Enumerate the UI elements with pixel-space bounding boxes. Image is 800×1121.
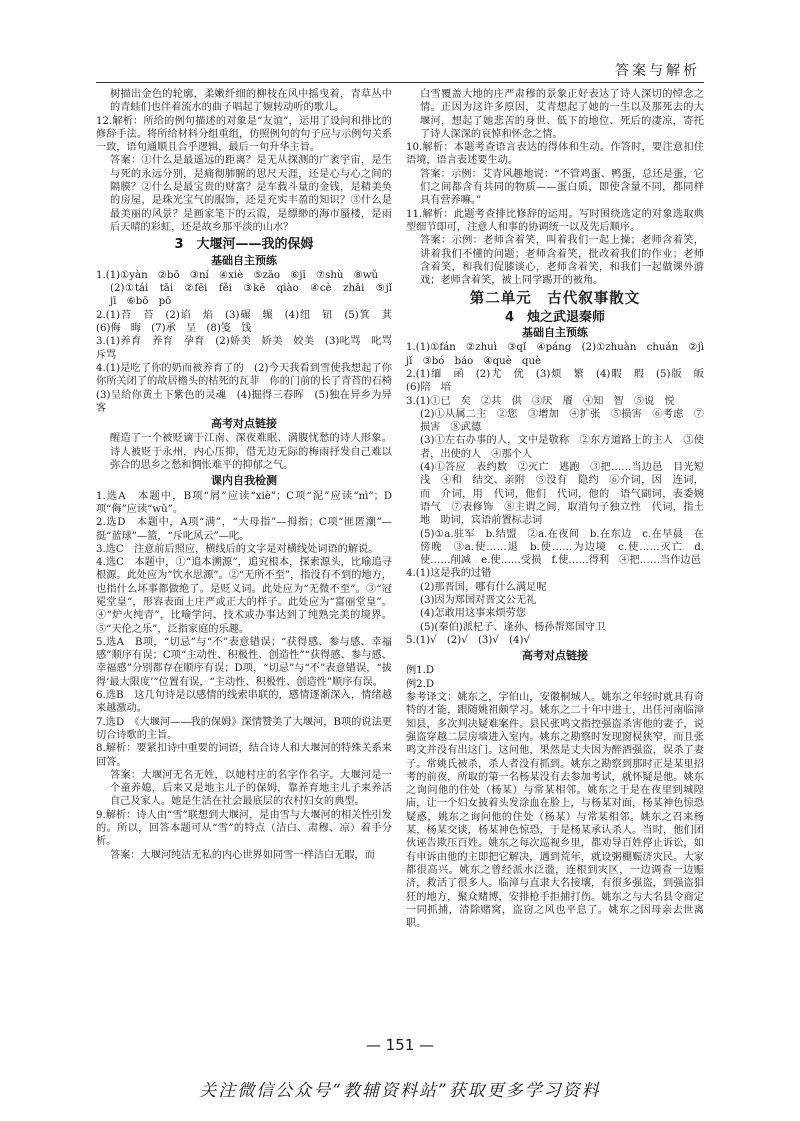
paragraph: 2.(1)苔 苔 (2)谄 焰 (3)碾 辗 (4)纽 钮 (5)箕 萁 (6)侮 晦 (7)承 呈 (8)笺 饯 xyxy=(96,309,403,335)
paragraph: 例1.D xyxy=(406,665,435,677)
paragraph: 参考译文：姚东之，字伯山，安徽桐城人。姚东之年轻时就具有奇特的才能，跟随姚祖颇学习。姚东之二十年中进士，出任河南临漳知县，多次判决疑难案件。县民张鸣文指控强盗杀害他的妻子，说强盗穿越二层房墙进入室内。姚东之勘察时发现窗棂狭窄，而且张鸣文并没有出这门。这问他，果然是丈夫因为醉酒强盗，误杀了妻子。常姚氏被杀，杀人者没有抓到。姚东之勘察到那时正是某里招考的前夜，所取的第一名杨某没有去参加考试，就怀疑是他。姚东之询问他的住处（杨某）与常某相邻。姚东之于是在夜里到城隍庙，让一个妇女披着头发涂血在脸上，与杨某对面，杨某神色惊恐疑惑，姚东之询问他的住处（杨某）与常某相邻。姚东之召来杨某，杨某交谈，杨某神色惊恐，于是杨某承认杀人。当时，他们团伙诬告欺压百姓。姚东之每次巡视乡里，都劝导百姓停止诉讼，如有申诉由他的主即把它解决，遇到荒年，就设粥棚赈济灾民。大家都很高兴。姚东之曾经派水泛滥，连根到灾区，一边调查一边赈济，救活了很多人。临漳与直隶大名接壤，有很多强盗，到强盗猖狂的地方，聚众赌博，安排枪手拒捕打伤。姚东之与大名县令商定一同抓捕，清除赌窝，盗窃之风也平息了。姚东之因母亲去世离职。 xyxy=(406,692,704,930)
paragraph: 答案：①什么是最遥远的距离？是无从探测的广袤宇宙，是生与死的永远分别，是痛彻肺腑的思尺天涯，还是心与心之间的隔膜？②什么是最宝贵的财富？是车载斗量的金钱，是精美奂的房屋，是珠光宝气的服饰，还是充实丰盈的知识？③什么是最美丽的风景？是画家笔下的云霞，是缥缈的海市蜃楼，是雨后天晴的彩虹，还是故乡那平淡的山水？ xyxy=(110,155,392,233)
paragraph: 9.解析：诗人由“雪”联想到大堰河，是由雪与大堰河的相关性引发的。所以，回答本题可从“雪”的特点（洁白、肃穆、凉）着手分析。 xyxy=(96,809,392,848)
subsection-title: 课内自我检测 xyxy=(211,474,277,488)
paragraph: 5.选A B项，“切忌”与“不”表意错误；“获得感、参与感、幸福感”顺序有误；C项“主动性、积极性、创造性”“获得感、参与感、幸福感”分别都存在顺序有误；D项，“切忌”与“不”表意错误，“拔得‘最大限度’”位置有误，“主动性、积极性、创造性”顺序有误。 xyxy=(96,636,392,688)
paragraph: 1.(1)①yàn ②bō ③ní ④xiè ⑤zāo ⑥jī ⑦shù ⑧wǔ xyxy=(96,269,379,281)
right-column xyxy=(406,88,715,930)
paragraph: (5)(秦伯)派杞子、逢孙、杨孙帮郑国守卫 xyxy=(420,621,606,633)
header-title: 答案与解析 xyxy=(615,63,700,79)
page-number-value: 151 xyxy=(385,1036,415,1054)
paragraph: (2)①从属二主 ②您 ③增加 ④扩张 ⑤损害 ⑥考虑 ⑦损害 ⑧武德 xyxy=(420,408,704,434)
paragraph: 答案：大堰河纯洁无私的内心世界如同雪一样洁白无暇，而 xyxy=(110,849,375,861)
paragraph: (4)怎敢用这事来烦劳您 xyxy=(420,608,527,620)
paragraph: 12.解析：所给的例句描述的对象是“友谊”，运用了设问和排比的修辞手法。将所给材料分组重组，仿照例句的句子应与示例句关系一致，语句通顺且合乎逻辑，最后一句升华主旨。 xyxy=(96,115,392,154)
paragraph: 6.选B 这几句诗是以感情的线索串联的，感情逐渐深入，情绪越来越激动。 xyxy=(96,690,392,715)
left-column xyxy=(96,88,403,862)
paragraph: 2.(1)缅 函 (2)尤 优 (3)烦 繁 (4)暇 瑕 (5)版 皈 (6)陪 培 xyxy=(406,368,715,394)
paragraph: 4.选C 本题中，①“追本溯源”，追究根本，探索源头，比喻追寻根源。此处应为“饮水思源”。②“无所不至”，指没有不到的地方，也指什么坏事都做绝了。是贬义词。此处应为“无微不至”。③“冠冕堂皇”，形容表面上庄严或正大的样子。此处应为“富丽堂皇”。④“炉火纯青”，比喻学问、技术或办事达到了纯熟完美的境界。⑤“天伦之乐”，泛指家庭的乐趣。 xyxy=(96,557,392,635)
paragraph: 白雪覆盖大地的庄严肃穆的景象正好表达了诗人深切的悼念之情。正因为这许多原因，艾青想起了她的一生以及那死去的大堰河，想起了她悲苦的身世、低下的地位、死后的凄凉，寄托了诗人深深的哀悼和怀念之情。 xyxy=(420,89,704,140)
paragraph: 11.解析：此题考查排比修辞的运用。写时围绕选定的对象选取典型细节即可，注意人和事的协调统一以及先后顺序。 xyxy=(406,208,704,233)
paragraph: (4)①答应 表约数 ②灭亡 逃跑 ③把……当边邑 目光短浅 ④和 结交、亲附 ⑤没有 隐约 ⑥介词，因 连词，而 介词，用 代词，他们 代词，他的 语气副词，表委婉语气 ⑦表修饰 ⑧主谓之间，取消句子独立性 代词，指土地 助词，宾语前置标志词 xyxy=(420,462,704,527)
paragraph: 4.(1)是吃了你的奶而被养育了的 (2)今天我看到雪使我想起了你 你所关闭了的故居檐头的枯死的瓦菲 你的门前的长了青苔的石椅 (3)呈给你黄土下紫色的灵魂 (4)掘得三春晖 (5)独在异乡为异客 xyxy=(96,362,403,414)
section-title: 3 大堰河——我的保姆 xyxy=(174,237,314,253)
paragraph: (3)①左右办事的人，文中是敬称 ②东方道路上的主人 ③使者，出使的人 ④那个人 xyxy=(420,435,704,460)
paragraph: 1.(1)①fán ②zhuì ③qǐ ④páng (2)①zhuàn chuán ②jì jǐ ③bó báo ④què què xyxy=(406,342,715,367)
subsection-title: 基础自主预练 xyxy=(211,253,277,267)
paragraph: 1.选A 本题中，B项“屑”应读“xiè”；C项“泥”应读“nì”；D项“侮”应读“wǔ”。 xyxy=(96,490,392,515)
paragraph: 答案：大堰河无名无姓，以她村庄的名字作名字。大堰河是一个童养媳，后来又是地主儿子的保姆，靠养育地主儿子来养活自己及家人。她是生活在社会最底层的农村妇女的典型。 xyxy=(110,769,392,808)
paragraph: (2)那晋国，哪有什么满足呢 xyxy=(420,581,547,593)
paragraph: 2.选D 本题中，A项“满”，“大母指”—拇指；C项“匪匿潮”—挺“蓝球”—篮，“斥叱风云”—叱。 xyxy=(96,517,392,542)
paragraph: 3.(1)①已 矣 ②共 供 ③厌 餍 ④知 智 ⑤说 悦 xyxy=(406,395,675,407)
paragraph: 5.(1)√ (2)√ (3)√ (4)√ xyxy=(406,634,530,646)
paragraph: (2)①tái tāi ②fēi fěi ③kē qiào ④cè zhāi ⑤jǐ jī ⑥bō pō xyxy=(110,283,403,308)
paragraph: 树描出金色的轮廓，柔嫩纤细的柳枝在风中摇曳着，青草丛中的青蛙们也伴着流水的曲子唱起了婉转动听的歌儿。 xyxy=(110,89,392,114)
paragraph: (5)①a.驻军 b.结盟 ②a.在夜间 b.在东边 c.在早晨 在傍晚 ③a.使……退 b.使……为边境 c.使……灭亡 d.使……削减 e.使……受损 f.使……得利 ④把……当作边邑 xyxy=(420,528,704,567)
paragraph: 答案：示例：老师含着笑，叫着我们一起上操；老师含着笑，讲着我们不懂的问题；老师含着笑，批改着我们的作业；老师含着笑，和我们促膝谈心，老师含着笑，和我们一起做课外游戏；老师含着笑，被上同学踢开的被角。 xyxy=(420,235,704,287)
unit-title: 第二单元 古代叙事散文 xyxy=(469,291,641,308)
subsection-title: 高考对点链接 xyxy=(522,649,588,663)
subsection-title: 基础自主预练 xyxy=(522,326,588,340)
paragraph: 3.(1)养育 养育 孕育 (2)娇美 娇美 姣美 (3)叱骂 叱骂 斥骂 xyxy=(96,336,403,361)
paragraph: (3)因为郑国对晋文公无礼 xyxy=(420,594,537,606)
paragraph: 醒造了一个被贬谪于江南、深夜难眠、满腹忧愁的诗人形象。诗人被贬于永州，内心压抑，借无边无际的梅雨抒发自己难以弥合的思乡之愁和惆怅难平的抑郁之气。 xyxy=(110,433,392,472)
section-title: 4 烛之武退秦师 xyxy=(504,309,606,325)
paragraph: 例2.D xyxy=(406,678,435,690)
paragraph: 7.选D 《大堰河——我的保姆》深情赞美了大堰河，B项的说法更切合诗歌的主旨。 xyxy=(96,716,392,741)
paragraph: 3.选C 注意前后照应，横线后的文字是对横线处词语的解说。 xyxy=(96,543,379,555)
subsection-title: 高考对点链接 xyxy=(211,417,277,431)
paragraph: 4.(1)这是我的过错 xyxy=(406,568,492,580)
paragraph: 8.解析：要紧扣诗中重要的词语，结合诗人和大堰河的特殊关系来回答。 xyxy=(96,743,392,768)
paragraph: 答案：示例：艾青风趣地说：“不管鸡蛋、鸭蛋，总还是蛋，它们之间都含有共同的物质——蛋白质，即使含量不同，都同样具有营养嘛。” xyxy=(420,168,704,207)
footer-handwritten-note: 关注微信公众号“教辅资料站”获取更多学习资料 xyxy=(199,1081,601,1101)
page-header xyxy=(96,58,704,83)
paragraph: 10.解析：本题考查语言表达的得体和生动。作答时，要注意扣住语境，语言表述要生动。 xyxy=(406,142,704,167)
page-number: — 151 — xyxy=(365,1036,435,1054)
